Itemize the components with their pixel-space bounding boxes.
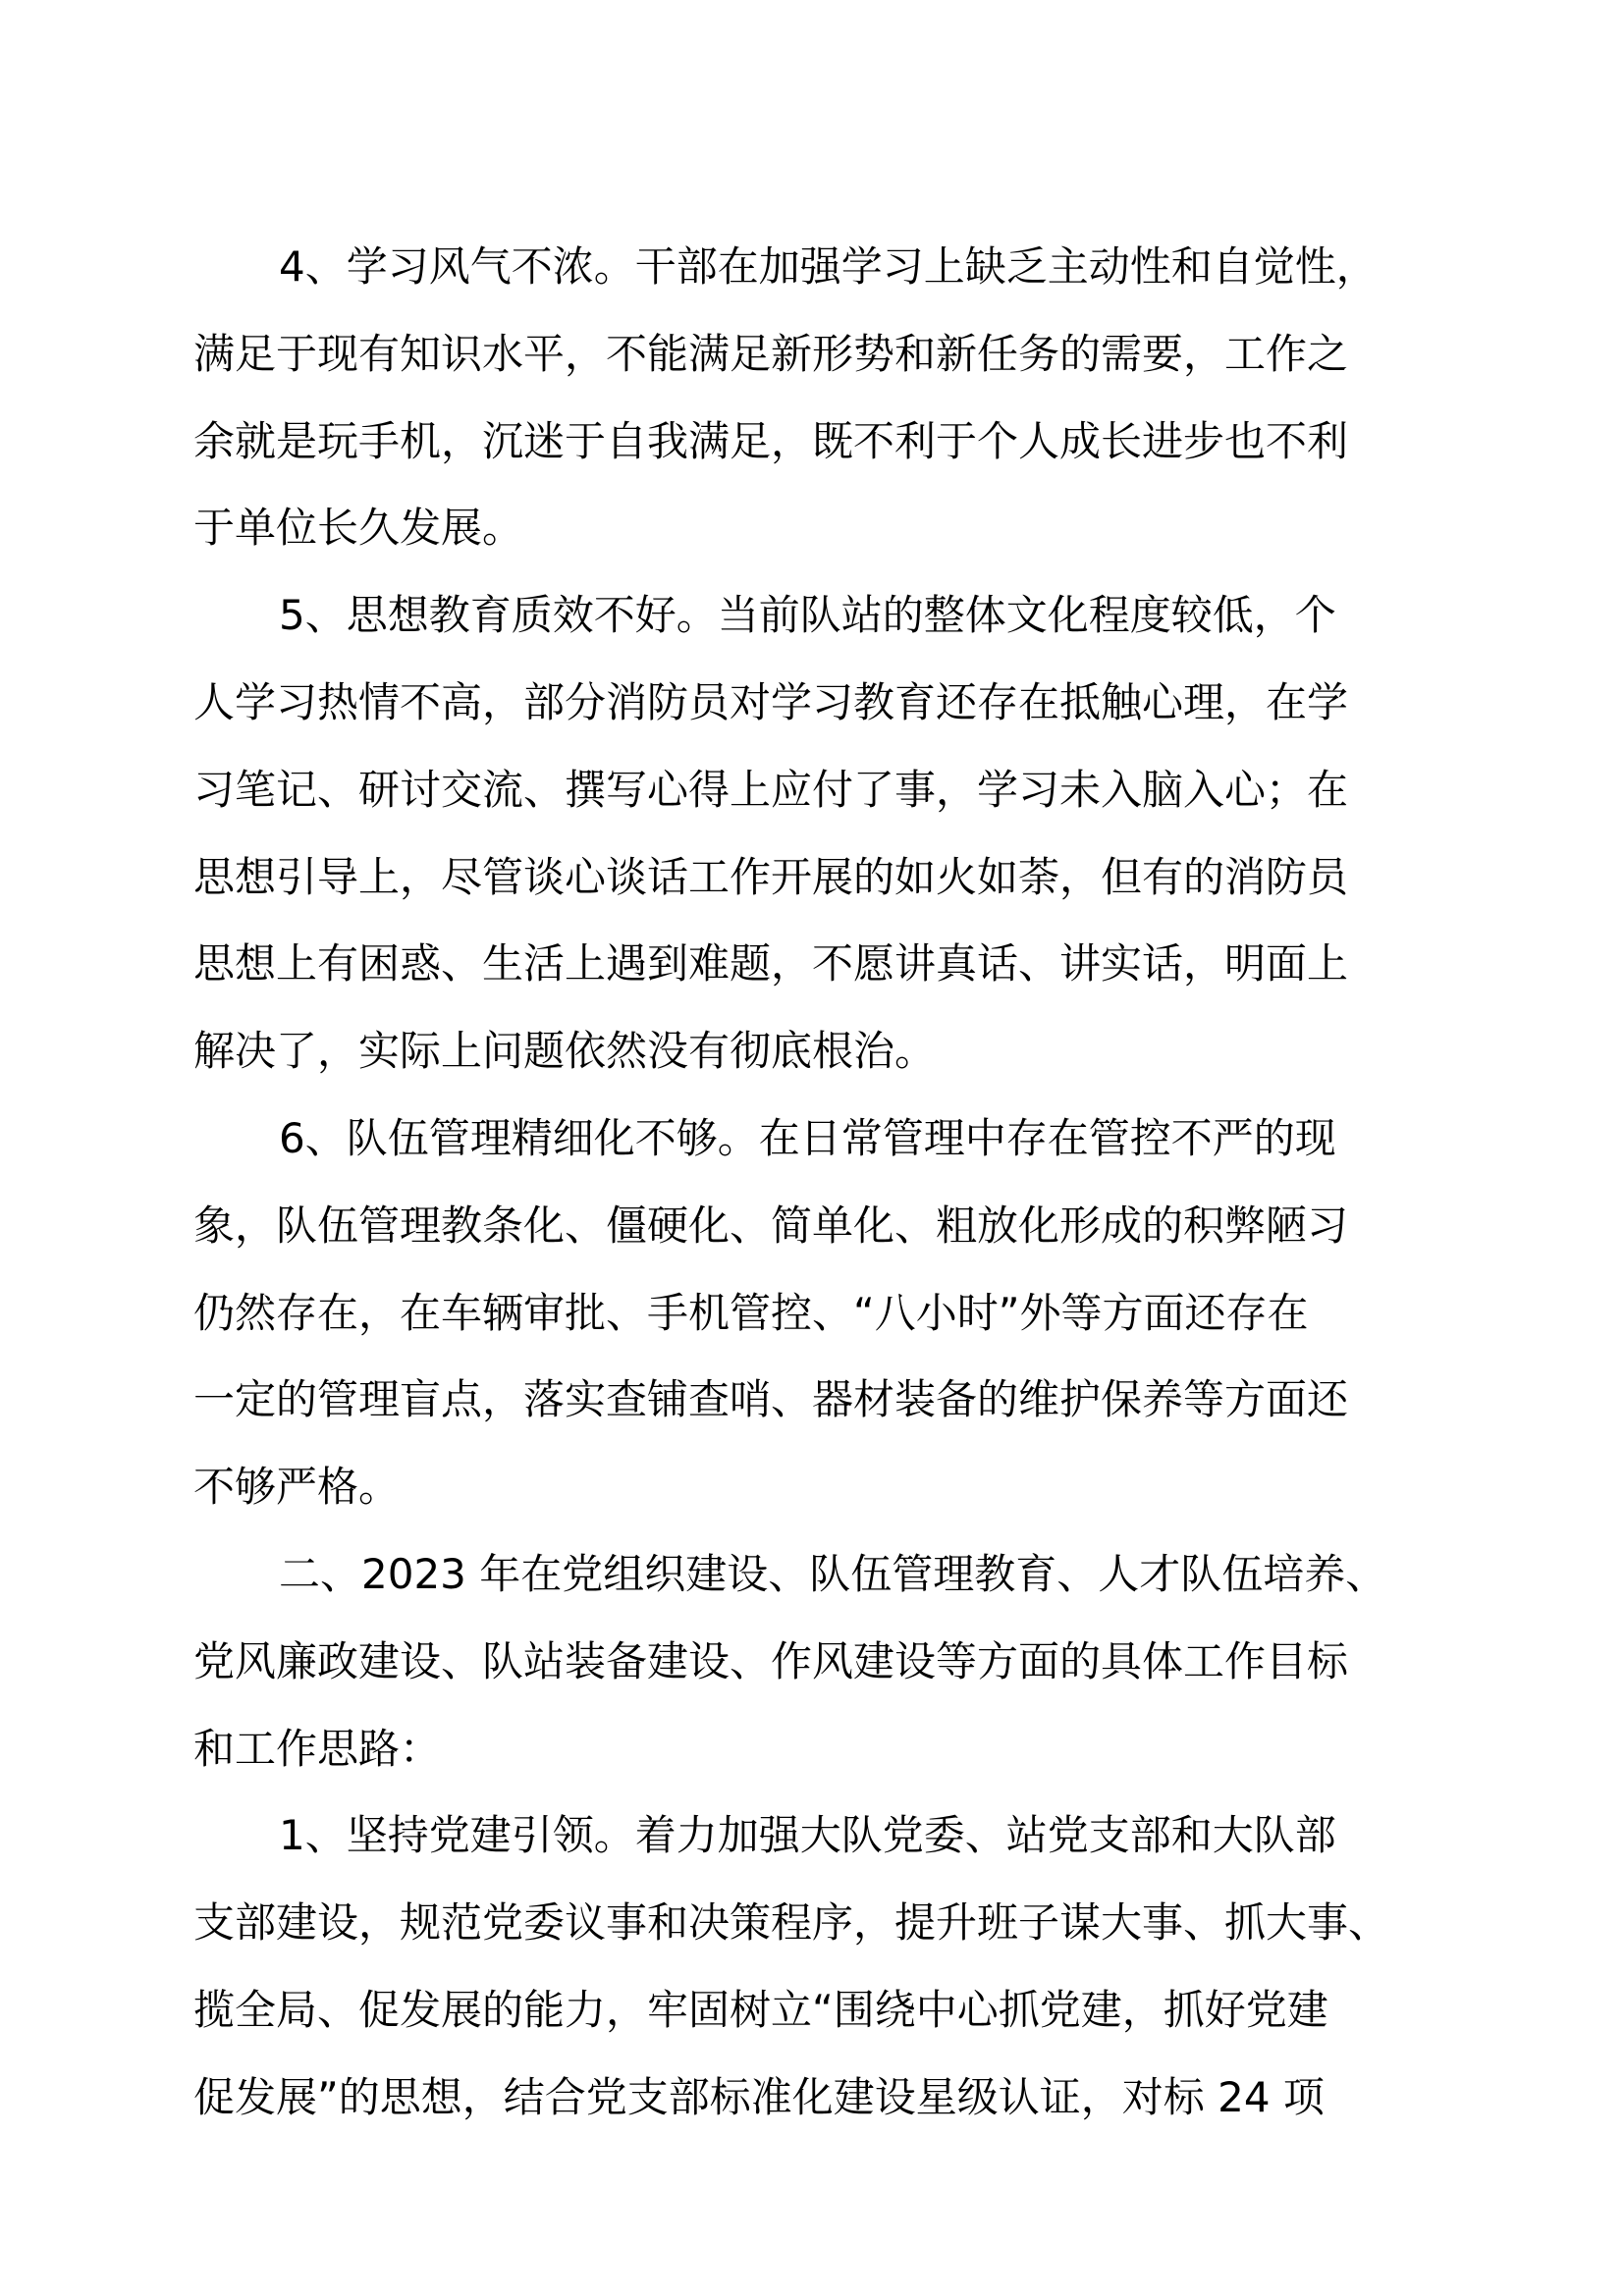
text-line: 5、思想教育质效不好。当前队站的整体文化程度较低，个 <box>279 591 1336 640</box>
text-line: 6、队伍管理精细化不够。在日常管理中存在管控不严的现 <box>279 1113 1336 1162</box>
text-line: 于单位长久发展。 <box>193 504 524 553</box>
text-line: 余就是玩手机，沉迷于自我满足，既不利于个人成长进步也不利 <box>193 416 1349 465</box>
text-line: 象，队伍管理教条化、僵硬化、简单化、粗放化形成的积弊陋习 <box>193 1201 1349 1250</box>
text-line: 促发展”的思想，结合党支部标准化建设星级认证，对标 24 项 <box>193 2072 1325 2121</box>
text-line: 和工作思路： <box>193 1724 442 1773</box>
document-body <box>193 224 1470 2142</box>
text-line: 满足于现有知识水平，不能满足新形势和新任务的需要，工作之 <box>193 329 1349 378</box>
text-line: 思想上有困惑、生活上遇到难题，不愿讲真话、讲实话，明面上 <box>193 939 1349 988</box>
text-line: 一定的管理盲点，落实查铺查哨、器材装备的维护保养等方面还 <box>193 1375 1349 1424</box>
text-line: 4、学习风气不浓。干部在加强学习上缺乏主动性和自觉性， <box>279 242 1378 291</box>
text-line: 仍然存在，在车辆审批、手机管控、“八小时”外等方面还存在 <box>193 1288 1309 1337</box>
text-line: 1、坚持党建引领。着力加强大队党委、站党支部和大队部 <box>279 1811 1336 1860</box>
text-line: 人学习热情不高，部分消防员对学习教育还存在抵触心理，在学 <box>193 677 1349 726</box>
text-line: 揽全局、促发展的能力，牢固树立“围绕中心抓党建，抓好党建 <box>193 1985 1328 2034</box>
text-line: 思想引导上，尽管谈心谈话工作开展的如火如荼，但有的消防员 <box>193 852 1349 901</box>
text-line: 支部建设，规范党委议事和决策程序，提升班子谋大事、抓大事、 <box>193 1898 1390 1948</box>
text-line: 不够严格。 <box>193 1463 401 1512</box>
text-line: 党风廉政建设、队站装备建设、作风建设等方面的具体工作目标 <box>193 1636 1349 1685</box>
text-line: 二、2023 年在党组织建设、队伍管理教育、人才队伍培养、 <box>279 1549 1387 1598</box>
text-line: 习笔记、研讨交流、撰写心得上应付了事，学习未入脑入心；在 <box>193 765 1349 814</box>
text-line: 解决了，实际上问题依然没有彻底根治。 <box>193 1027 937 1076</box>
